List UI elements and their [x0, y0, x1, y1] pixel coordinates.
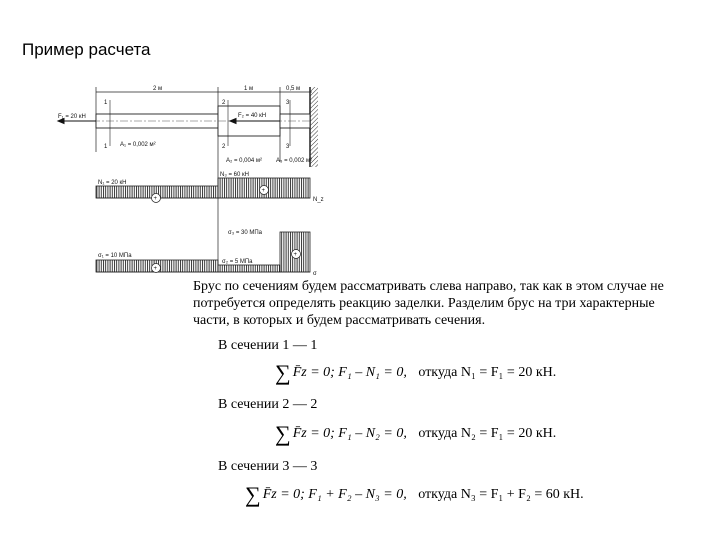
axial-force-diagram [96, 178, 310, 203]
section-label-3-bottom: 3 [286, 144, 290, 150]
sigma2-label: σ₂ = 5 МПа [222, 259, 253, 265]
beam-diagram [48, 82, 338, 278]
area-a1-label: A₁ = 0,002 м² [120, 142, 156, 148]
equation-1-body: F̄z = 0; F₁ – N₁ = 0, [292, 365, 407, 380]
section-label-2-top: 2 [222, 100, 226, 106]
area-a2-label: A₂ = 0,004 м² [226, 158, 262, 164]
nz-axis-label: N_z [313, 197, 324, 203]
equation-2-body: F̄z = 0; F₁ – N₂ = 0, [292, 426, 407, 441]
equation-3-result: откуда N₃ = F₁ + F₂ = 60 кН. [418, 487, 584, 502]
section-label-3-top: 3 [286, 100, 290, 106]
equation-3-body: F̄z = 0; F₁ + F₂ – N₃ = 0, [262, 487, 407, 502]
dim-2m: 2 м [153, 86, 163, 92]
sum-symbol: ∑ [275, 360, 291, 385]
text-body [193, 278, 693, 329]
section-label-1-bottom: 1 [104, 144, 108, 150]
page-title: Пример расчета [22, 40, 151, 59]
section-heading-2: В сечении 2 — 2 [218, 397, 318, 412]
n1-label: N₁ = 20 кН [98, 180, 127, 186]
dim-1m: 1 м [244, 86, 254, 92]
section-heading-1: В сечении 1 — 1 [218, 338, 318, 353]
sigma-axis-label: σ [313, 271, 317, 277]
wall-support [310, 87, 318, 167]
section-label-2-bottom: 2 [222, 144, 226, 150]
sum-symbol: ∑ [275, 421, 291, 446]
section-heading-3: В сечении 3 — 3 [218, 459, 318, 474]
sum-symbol: ∑ [245, 482, 261, 507]
n-plus-sign-2: + [261, 188, 266, 194]
force-f2-label: F₂ = 40 кН [238, 113, 267, 119]
intro-paragraph: Брус по сечениям будем рассматривать слева направо, так как в этом случае не потребуется определять реакцию заделки. Разделим брус на три характерные части, в которых и будем рассматривать сечения. [193, 279, 664, 328]
n-plus-sign-1: + [153, 196, 158, 202]
equation-2 [275, 421, 556, 447]
equation-1 [275, 360, 556, 386]
sigma1-label: σ₁ = 10 МПа [98, 253, 132, 259]
section-label-1-top: 1 [104, 100, 108, 106]
equation-2-result: откуда N₂ = F₁ = 20 кН. [418, 426, 557, 441]
n3-label: N₃ = 60 кН [220, 172, 249, 178]
sigma-plus-sign-1: + [153, 266, 158, 272]
force-f1-label: F₁ = 20 кН [58, 114, 86, 120]
equation-3 [245, 482, 584, 508]
dim-05m: 0,5 м [286, 86, 301, 92]
area-a3-label: A₃ = 0,002 м² [276, 158, 313, 164]
equation-1-result: откуда N₁ = F₁ = 20 кН. [418, 365, 557, 380]
sigma-plus-sign-2: + [293, 252, 298, 258]
sigma3-label: σ₃ = 30 МПа [228, 230, 262, 236]
